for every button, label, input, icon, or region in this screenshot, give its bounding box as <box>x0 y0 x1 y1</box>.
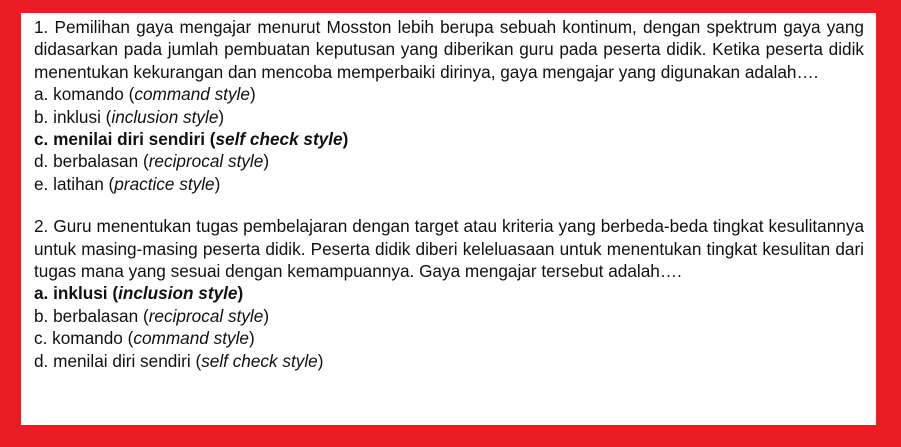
answer-options <box>34 282 864 372</box>
option-text: menilai diri sendiri <box>53 129 205 150</box>
question-stem <box>34 215 864 282</box>
answer-option-b: b. berbalasan (reciprocal style) <box>34 305 270 326</box>
option-text: berbalasan <box>53 151 139 172</box>
answer-option-a-correct: a. inklusi (inclusion style) <box>34 283 244 304</box>
question-1 <box>34 13 864 195</box>
answer-option-e: e. latihan (practice style) <box>34 173 221 194</box>
option-letter: c. <box>34 129 49 150</box>
answer-options <box>34 83 864 195</box>
option-text: komando <box>53 84 124 105</box>
option-letter: c. <box>34 328 48 349</box>
option-letter: b. <box>34 106 49 127</box>
option-letter: a. <box>34 84 49 105</box>
option-letter: e. <box>34 173 49 194</box>
option-letter: a. <box>34 283 49 304</box>
answer-option-b: b. inklusi (inclusion style) <box>34 106 225 127</box>
answer-option-a: a. komando (command style) <box>34 84 256 105</box>
answer-option-d: d. berbalasan (reciprocal style) <box>34 151 270 172</box>
question-number: 1. <box>34 17 49 37</box>
question-number: 2. <box>34 216 49 237</box>
option-term: self check style <box>201 350 318 371</box>
option-text: menilai diri sendiri <box>53 350 191 371</box>
answer-option-d: d. menilai diri sendiri (self check style) <box>34 350 324 371</box>
question-text: Guru menentukan tugas pembelajaran dengan target atau kriteria yang berbeda-beda tingkat kesulitannya untuk masing-masing peserta didik. Peserta didik diberi keleluasaan untuk menentukan tingkat kesulitan dari tugas mana yang sesuai dengan kemampuannya. Gaya mengajar tersebut adalah…. <box>34 216 864 282</box>
option-term: command style <box>133 328 249 349</box>
question-stem <box>34 16 864 83</box>
option-term: reciprocal style <box>148 305 264 326</box>
option-text: inklusi <box>53 106 101 127</box>
question-2 <box>34 215 864 372</box>
question-sheet <box>21 13 876 425</box>
option-term: inclusion style <box>111 106 219 127</box>
option-term: inclusion style <box>118 283 238 304</box>
option-letter: d. <box>34 350 49 371</box>
option-letter: b. <box>34 305 49 326</box>
option-term: self check style <box>215 129 343 150</box>
answer-option-c: c. komando (command style) <box>34 328 255 349</box>
answer-option-c-correct: c. menilai diri sendiri (self check style) <box>34 129 349 150</box>
option-text: inklusi <box>53 283 108 304</box>
option-text: berbalasan <box>53 305 139 326</box>
option-text: latihan <box>53 173 104 194</box>
option-text: komando <box>52 328 123 349</box>
option-term: practice style <box>114 173 215 194</box>
option-term: command style <box>134 84 250 105</box>
option-term: reciprocal style <box>148 151 264 172</box>
question-text: Pemilihan gaya mengajar menurut Mosston lebih berupa sebuah kontinum, dengan spektrum gaya yang didasarkan pada jumlah pembuatan keputusan yang diberikan guru pada peserta didik. Ketika peserta didik menentukan kekurangan dan mencoba memperbaiki dirinya, gaya mengajar yang digunakan adalah…. <box>34 17 864 82</box>
option-letter: d. <box>34 151 49 172</box>
